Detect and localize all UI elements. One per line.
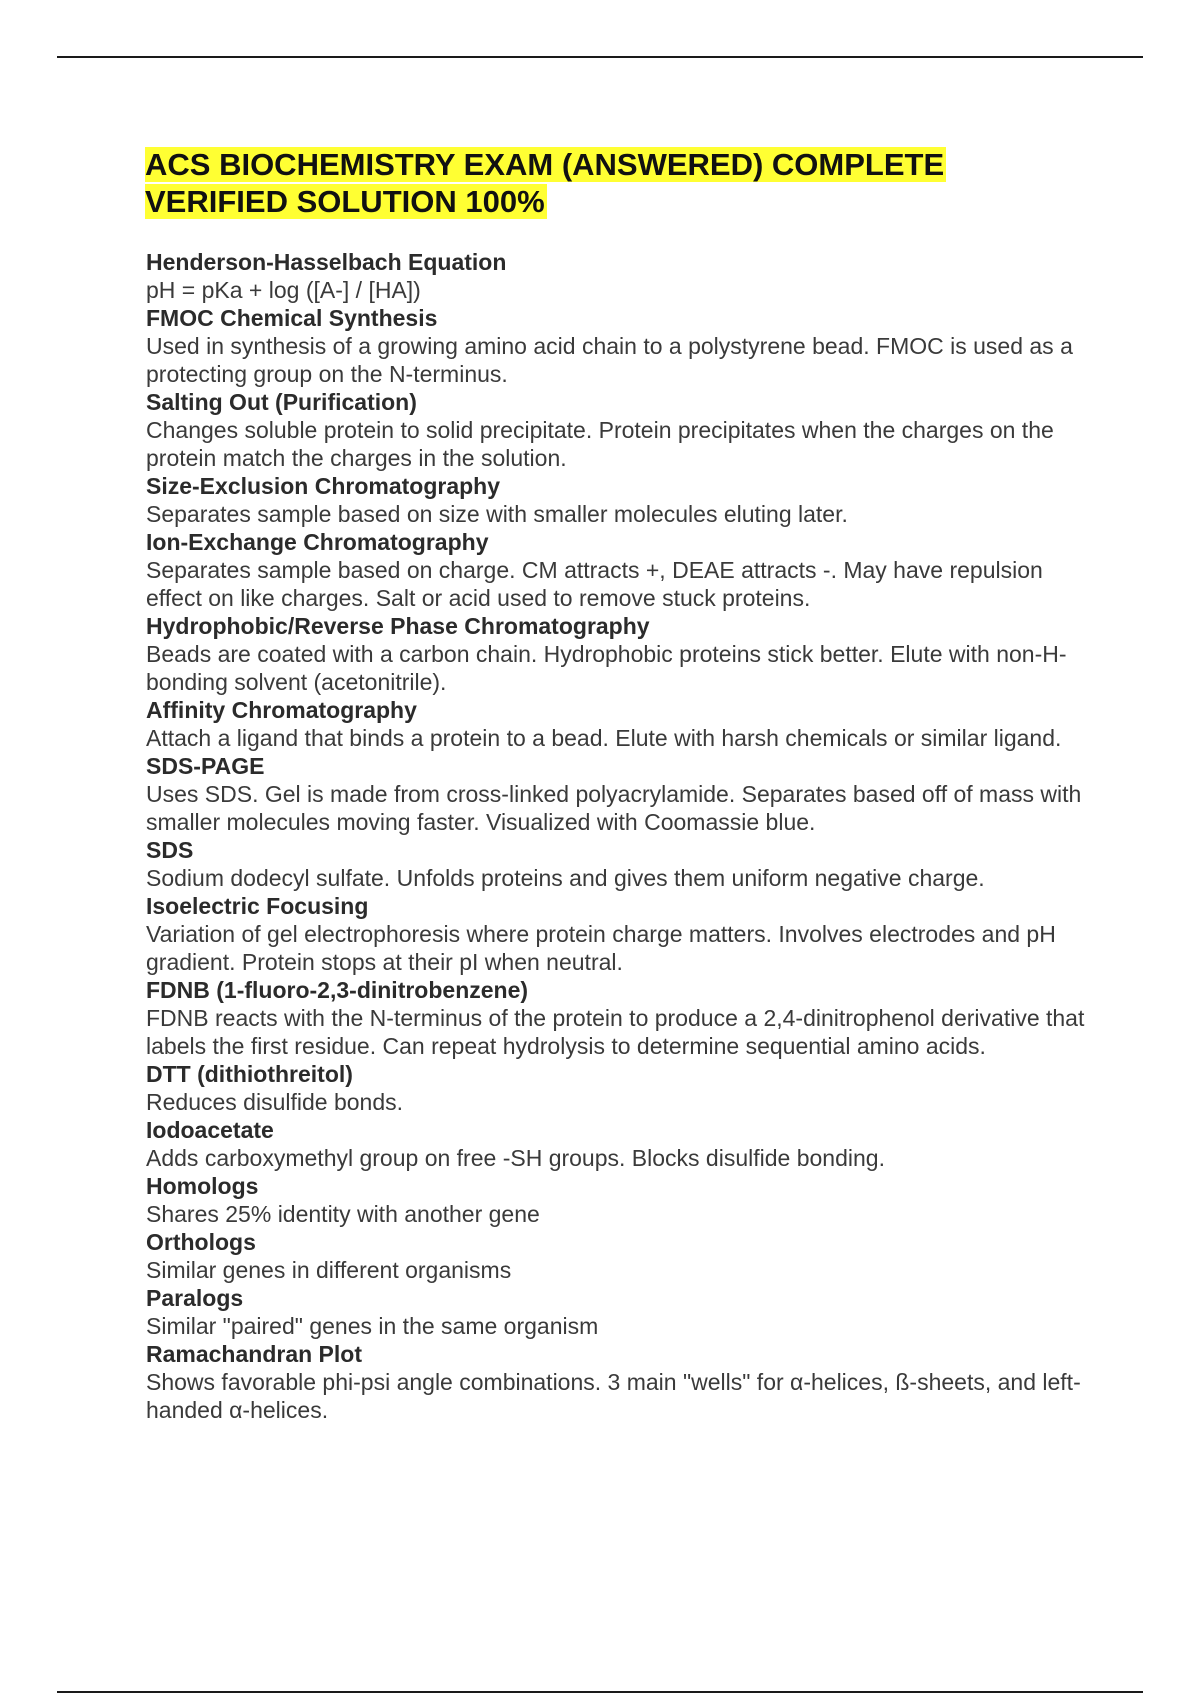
entry-fmoc (146, 304, 1096, 388)
entry-term: Salting Out (Purification) (146, 389, 417, 415)
entry-term: FMOC Chemical Synthesis (146, 305, 438, 331)
entry-definition: Sodium dodecyl sulfate. Unfolds proteins and gives them uniform negative charge. (146, 865, 985, 891)
entry-definition: Similar genes in different organisms (146, 1257, 512, 1283)
entry-hydrophobic (146, 612, 1096, 696)
entry-term: Size-Exclusion Chromatography (146, 473, 501, 499)
entry-term: Hydrophobic/Reverse Phase Chromatography (146, 613, 650, 639)
document-title (145, 146, 1065, 220)
entry-definition: Separates sample based on size with smaller molecules eluting later. (146, 501, 848, 527)
entry-definition: Beads are coated with a carbon chain. Hydrophobic proteins stick better. Elute with non-H-bonding solvent (acetonitrile). (146, 641, 1067, 695)
entry-term: Paralogs (146, 1285, 244, 1311)
title-highlight: ACS BIOCHEMISTRY EXAM (ANSWERED) COMPLETE VERIFIED SOLUTION 100% (145, 147, 945, 219)
bottom-rule (57, 1691, 1143, 1693)
entry-term: Orthologs (146, 1229, 256, 1255)
entry-affinity (146, 696, 1096, 752)
entry-definition: Adds carboxymethyl group on free -SH groups. Blocks disulfide bonding. (146, 1145, 885, 1171)
entry-ion-exchange (146, 528, 1096, 612)
entry-dtt (146, 1060, 1096, 1116)
entry-term: Iodoacetate (146, 1117, 274, 1143)
entry-definition: Used in synthesis of a growing amino acid chain to a polystyrene bead. FMOC is used as a protecting group on the N-terminus. (146, 333, 1073, 387)
entry-henderson-hasselbach (146, 248, 1096, 304)
entry-size-exclusion (146, 472, 1096, 528)
entry-homologs (146, 1172, 1096, 1228)
entry-term: FDNB (1-fluoro-2,3-dinitrobenzene) (146, 977, 529, 1003)
entry-definition: Reduces disulfide bonds. (146, 1089, 403, 1115)
entry-ramachandran (146, 1340, 1096, 1424)
entry-orthologs (146, 1228, 1096, 1284)
entry-definition: Uses SDS. Gel is made from cross-linked polyacrylamide. Separates based off of mass with smaller molecules moving faster. Visualized with Coomassie blue. (146, 781, 1082, 835)
entry-term: Affinity Chromatography (146, 697, 417, 723)
entry-definition: Separates sample based on charge. CM attracts +, DEAE attracts -. May have repulsion effect on like charges. Salt or acid used to remove stuck proteins. (146, 557, 1043, 611)
entry-term: Henderson-Hasselbach Equation (146, 249, 507, 275)
entry-term: Ramachandran Plot (146, 1341, 362, 1367)
entry-isoelectric (146, 892, 1096, 976)
entry-paralogs (146, 1284, 1096, 1340)
entry-definition: pH = pKa + log ([A-] / [HA]) (146, 277, 421, 303)
entry-definition: Variation of gel electrophoresis where protein charge matters. Involves electrodes and pH gradient. Protein stops at their pI when neutral. (146, 921, 1056, 975)
entry-term: Isoelectric Focusing (146, 893, 369, 919)
entries-list (146, 248, 1096, 1424)
entry-salting-out (146, 388, 1096, 472)
entry-definition: Shares 25% identity with another gene (146, 1201, 540, 1227)
entry-term: Homologs (146, 1173, 259, 1199)
entry-definition: Attach a ligand that binds a protein to a bead. Elute with harsh chemicals or similar ligand. (146, 725, 1062, 751)
entry-sds (146, 836, 1096, 892)
entry-term: DTT (dithiothreitol) (146, 1061, 353, 1087)
entry-fdnb (146, 976, 1096, 1060)
entry-definition: Similar "paired" genes in the same organism (146, 1313, 599, 1339)
entry-term: Ion-Exchange Chromatography (146, 529, 489, 555)
entry-definition: Shows favorable phi-psi angle combinations. 3 main "wells" for α-helices, ß-sheets, and left-handed α-helices. (146, 1369, 1081, 1423)
entry-term: SDS (146, 837, 194, 863)
entry-definition: FDNB reacts with the N-terminus of the protein to produce a 2,4-dinitrophenol derivative that labels the first residue. Can repeat hydrolysis to determine sequential amino acids. (146, 1005, 1085, 1059)
entry-sds-page (146, 752, 1096, 836)
entry-definition: Changes soluble protein to solid precipitate. Protein precipitates when the charges on the protein match the charges in the solution. (146, 417, 1054, 471)
top-rule (57, 56, 1143, 58)
entry-iodoacetate (146, 1116, 1096, 1172)
entry-term: SDS-PAGE (146, 753, 265, 779)
